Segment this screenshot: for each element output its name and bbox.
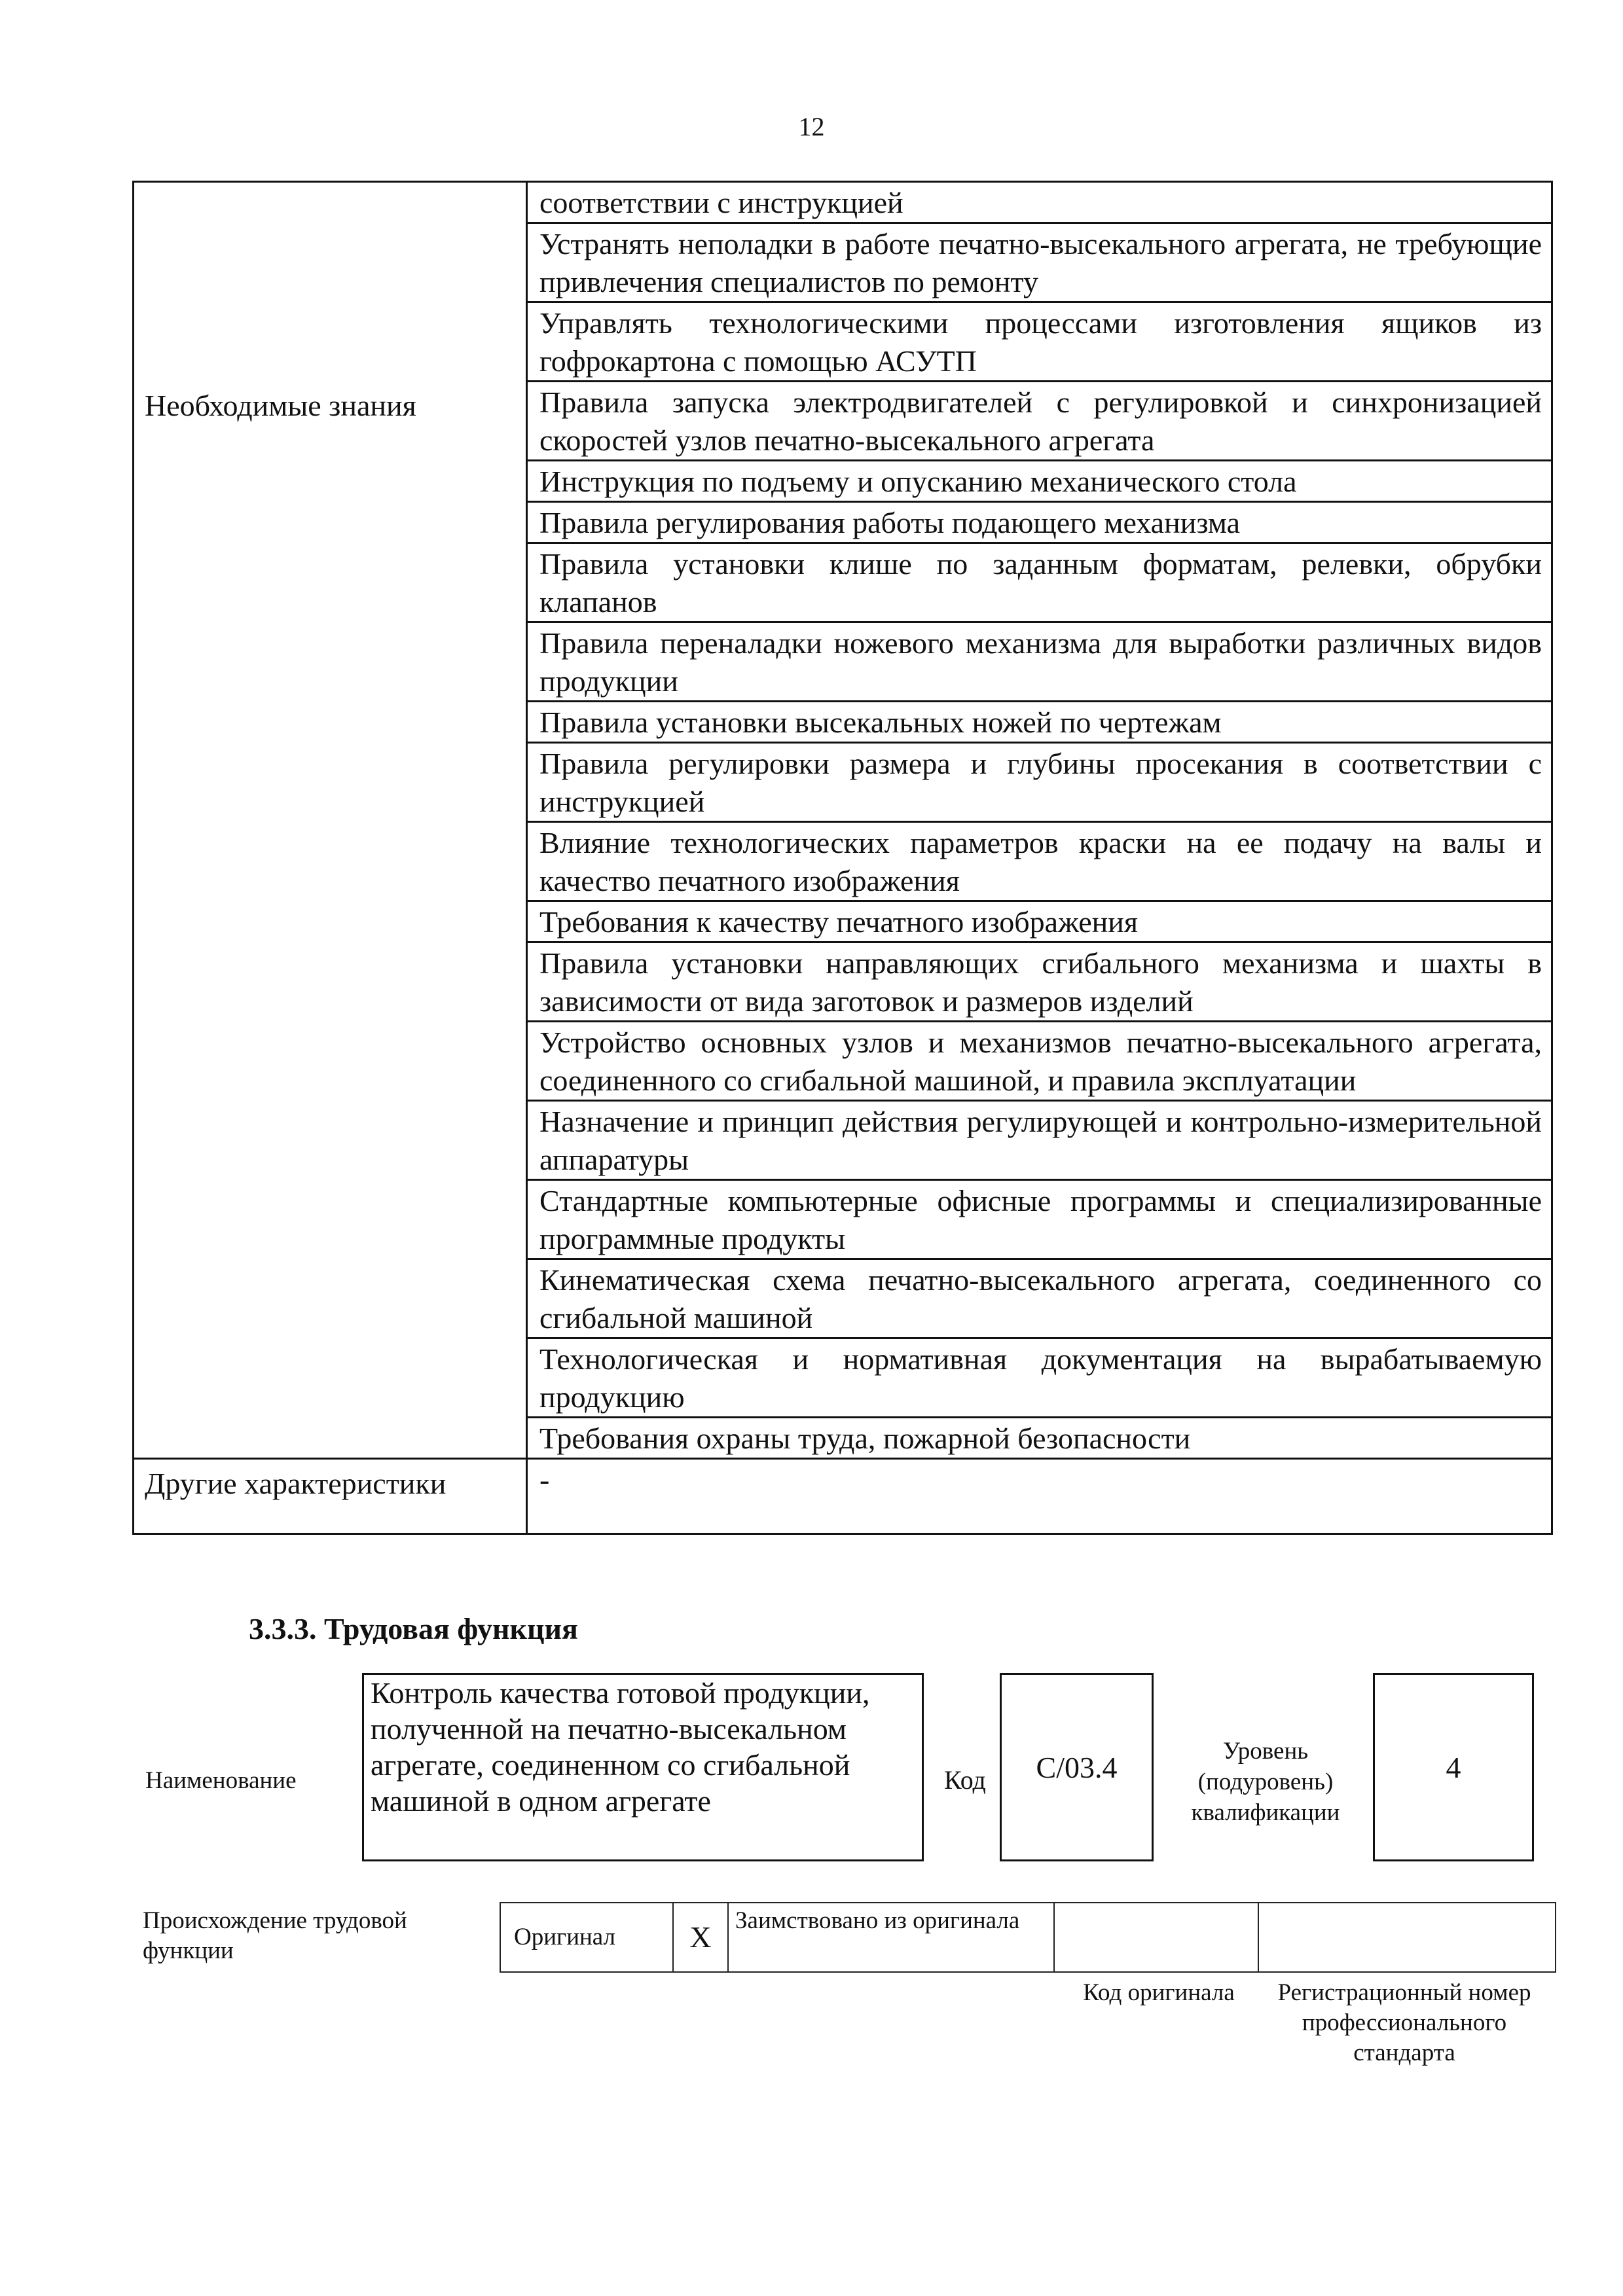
table-cell: Правила переналадки ножевого механизма для выработки различных видов продукции: [527, 622, 1552, 702]
code-original-cell: [1054, 1903, 1258, 1972]
row-label-empty: [134, 182, 527, 382]
code-label: Код: [944, 1765, 986, 1795]
other-characteristics-label: Другие характеристики: [134, 1459, 527, 1534]
table-row: [134, 382, 1552, 461]
borrowed-label: Заимствовано из оригинала: [728, 1903, 1054, 1972]
table-row: [134, 182, 1552, 223]
name-label: Наименование: [145, 1767, 297, 1794]
function-name-box: [362, 1673, 924, 1861]
table-cell: Требования к качеству печатного изображения: [527, 901, 1552, 942]
section-title: 3.3.3. Трудовая функция: [249, 1612, 578, 1645]
knowledge-table: [132, 181, 1553, 1535]
code-value: С/03.4: [1036, 1750, 1118, 1784]
table-cell: Правила регулировки размера и глубины просекания в соответствии с инструкцией: [527, 743, 1552, 822]
table-cell: соответствии с инструкцией: [527, 182, 1552, 223]
reg-number-cell: [1258, 1903, 1556, 1972]
table-cell: Инструкция по подъему и опусканию механического стола: [527, 461, 1552, 502]
table-cell: Влияние технологических параметров краски на ее подачу на валы и качество печатного изображения: [527, 822, 1552, 901]
table-cell: Стандартные компьютерные офисные программы и специализированные программные продукты: [527, 1180, 1552, 1259]
knowledge-label: Необходимые знания: [134, 382, 527, 1459]
table-cell: Правила установки высекальных ножей по чертежам: [527, 702, 1552, 743]
table-cell: Правила установки направляющих сгибального механизма и шахты в зависимости от вида заготовок и размеров изделий: [527, 942, 1552, 1022]
table-cell: Устранять неполадки в работе печатно-высекального агрегата, не требующие привлечения специалистов по ремонту: [527, 223, 1552, 302]
origin-table: [500, 1902, 1556, 1973]
page-number: 12: [798, 112, 825, 141]
table-cell: Правила запуска электродвигателей с регулировкой и синхронизацией скоростей узлов печатно-высекального агрегата: [527, 382, 1552, 461]
function-name-value: Контроль качества готовой продукции, полученной на печатно-высекальном агрегате, соединенном со сгибальной машиной в одном агрегате: [371, 1676, 870, 1818]
code-original-caption: Код оригинала: [1083, 1979, 1235, 2006]
origin-label: Происхождение трудовой функции: [143, 1907, 407, 1964]
original-mark: X: [673, 1903, 728, 1972]
table-cell: Требования охраны труда, пожарной безопасности: [527, 1418, 1552, 1459]
level-box: [1373, 1673, 1534, 1861]
table-cell: Управлять технологическими процессами изготовления ящиков из гофрокартона с помощью АСУТП: [527, 302, 1552, 382]
level-value: 4: [1446, 1750, 1461, 1784]
table-cell: Технологическая и нормативная документация на вырабатываемую продукцию: [527, 1338, 1552, 1418]
table-cell: Правила установки клише по заданным форматам, релевки, обрубки клапанов: [527, 543, 1552, 622]
table-cell: Правила регулирования работы подающего механизма: [527, 502, 1552, 543]
table-cell: Устройство основных узлов и механизмов печатно-высекального агрегата, соединенного со сгибальной машиной, и правила эксплуатации: [527, 1022, 1552, 1101]
code-box: [1000, 1673, 1154, 1861]
reg-number-caption: Регистрационный номер профессионального стандарта: [1277, 1979, 1531, 2066]
original-label: Оригинал: [500, 1903, 673, 1972]
table-cell: Кинематическая схема печатно-высекального агрегата, соединенного со сгибальной машиной: [527, 1259, 1552, 1338]
other-characteristics-value: -: [527, 1459, 1552, 1534]
level-label: Уровень (подуровень) квалификации: [1191, 1738, 1340, 1826]
table-cell: Назначение и принцип действия регулирующей и контрольно-измерительной аппаратуры: [527, 1101, 1552, 1180]
table-row: [134, 1459, 1552, 1534]
